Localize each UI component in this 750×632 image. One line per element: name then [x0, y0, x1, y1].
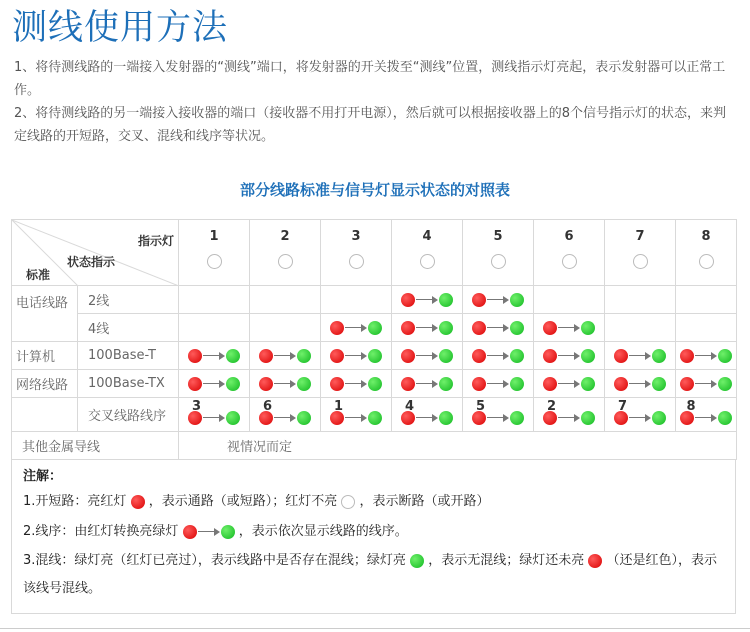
arrow-icon	[558, 413, 580, 423]
arrow-icon	[695, 379, 717, 389]
red-led-icon	[614, 349, 628, 363]
green-led-icon	[439, 321, 453, 335]
green-led-icon	[718, 377, 732, 391]
arrow-icon	[274, 413, 296, 423]
arrow-icon	[416, 351, 438, 361]
legend-notes	[11, 460, 736, 614]
table-header-row	[12, 220, 737, 286]
red-to-green-icon	[188, 348, 240, 363]
status-cell	[676, 342, 737, 370]
cross-order-number: 8	[686, 399, 696, 414]
red-to-green-icon	[680, 348, 732, 363]
led-off-icon	[341, 495, 355, 509]
red-to-green-icon	[472, 376, 524, 391]
arrow-icon	[416, 413, 438, 423]
green-led-icon	[410, 554, 424, 568]
column-header-7: 7	[605, 220, 676, 286]
status-cell	[321, 370, 392, 398]
red-to-green-icon	[259, 348, 311, 363]
column-header-8: 8	[676, 220, 737, 286]
red-led-icon	[680, 377, 694, 391]
red-to-green-icon	[614, 348, 666, 363]
red-to-green-icon	[680, 376, 732, 391]
status-cell	[250, 286, 321, 314]
status-cell	[321, 286, 392, 314]
table-row	[12, 370, 737, 398]
arrow-icon	[345, 413, 367, 423]
arrow-icon	[558, 351, 580, 361]
red-led-icon	[259, 377, 273, 391]
status-cell	[676, 286, 737, 314]
green-led-icon	[718, 349, 732, 363]
red-to-green-icon	[543, 376, 595, 391]
indicator-header-label: 指示灯	[137, 234, 174, 248]
red-led-icon	[543, 321, 557, 335]
arrow-icon	[558, 323, 580, 333]
green-led-icon	[297, 411, 311, 425]
green-led-icon	[581, 321, 595, 335]
red-led-icon	[330, 321, 344, 335]
arrow-icon	[487, 351, 509, 361]
cross-order-number: 7	[617, 399, 628, 414]
cross-order-number: 1	[333, 399, 344, 414]
red-led-icon	[614, 377, 628, 391]
red-led-icon	[188, 377, 202, 391]
green-led-icon	[652, 411, 666, 425]
green-led-icon	[652, 349, 666, 363]
arrow-icon	[203, 413, 225, 423]
arrow-icon	[345, 323, 367, 333]
red-led-icon	[330, 377, 344, 391]
table-row	[12, 314, 737, 342]
status-cell	[179, 314, 250, 342]
red-to-green-icon	[472, 292, 524, 307]
arrow-icon	[203, 379, 225, 389]
green-led-icon	[297, 349, 311, 363]
red-led-icon	[401, 321, 415, 335]
status-cell	[534, 286, 605, 314]
red-to-green-icon	[614, 376, 666, 391]
green-led-icon	[226, 411, 240, 425]
cross-cell	[179, 398, 250, 432]
status-cell	[676, 370, 737, 398]
green-led-icon	[581, 377, 595, 391]
red-led-icon	[259, 349, 273, 363]
green-led-icon	[510, 349, 524, 363]
group-label-phone: 电话线路	[12, 286, 78, 342]
red-to-green-icon	[330, 320, 382, 335]
green-led-icon	[368, 349, 382, 363]
arrow-icon	[345, 379, 367, 389]
green-led-icon	[439, 293, 453, 307]
red-led-icon	[131, 495, 145, 509]
green-led-icon	[439, 349, 453, 363]
signal-status-table	[11, 219, 737, 460]
column-header-3: 3	[321, 220, 392, 286]
status-cell	[250, 314, 321, 342]
status-cell	[179, 286, 250, 314]
instruction-step-1: 1、将待测线路的一端接入发射器的“测线”端口，将发射器的开关拨至“测线”位置，测线指示灯亮起，表示发射器可以正常工作。	[14, 60, 726, 98]
green-led-icon	[510, 377, 524, 391]
green-led-icon	[368, 321, 382, 335]
status-cell	[534, 370, 605, 398]
status-cell	[463, 370, 534, 398]
arrow-icon	[629, 379, 651, 389]
note-text: 2.线序：由红灯转换亮绿灯	[23, 524, 179, 539]
arrow-icon	[629, 351, 651, 361]
status-cell	[605, 314, 676, 342]
green-led-icon	[581, 349, 595, 363]
red-to-green-icon	[543, 320, 595, 335]
arrow-icon	[416, 323, 438, 333]
red-led-icon	[472, 293, 486, 307]
table-row	[12, 398, 737, 432]
red-to-green-icon	[472, 348, 524, 363]
standard-header-label: 标准	[26, 268, 51, 282]
green-led-icon	[652, 377, 666, 391]
note-text: （还是红色），表示该线号混线。	[23, 553, 717, 596]
led-off-icon	[420, 254, 435, 269]
cross-order-number: 6	[262, 399, 273, 414]
green-led-icon	[581, 411, 595, 425]
red-to-green-icon	[259, 376, 311, 391]
status-cell	[605, 286, 676, 314]
status-cell	[392, 342, 463, 370]
status-cell	[392, 370, 463, 398]
arrow-icon	[558, 379, 580, 389]
row-label: 100Base-TX	[78, 370, 179, 398]
arrow-icon	[487, 413, 509, 423]
note-text: ，表示依次显示线路的线序。	[238, 524, 408, 539]
notes-heading: 注解：	[23, 469, 63, 484]
arrow-icon	[695, 351, 717, 361]
group-label-computer: 计算机	[12, 342, 78, 370]
status-cell	[534, 342, 605, 370]
status-cell	[321, 314, 392, 342]
column-header-2: 2	[250, 220, 321, 286]
status-cell	[250, 370, 321, 398]
red-to-green-icon	[188, 376, 240, 391]
column-header-1: 1	[179, 220, 250, 286]
arrow-icon	[274, 351, 296, 361]
red-led-icon	[472, 321, 486, 335]
state-header-label: 状态指示	[67, 255, 116, 269]
table-row	[12, 342, 737, 370]
red-led-icon	[472, 377, 486, 391]
arrow-icon	[345, 351, 367, 361]
status-cell	[463, 314, 534, 342]
green-led-icon	[510, 321, 524, 335]
column-header-6: 6	[534, 220, 605, 286]
arrow-icon	[695, 413, 717, 423]
arrow-icon	[274, 379, 296, 389]
red-to-green-icon	[401, 348, 453, 363]
red-led-icon	[330, 349, 344, 363]
note-text: ，表示通路（或短路）；红灯不亮	[148, 494, 338, 509]
status-cell	[463, 286, 534, 314]
green-led-icon	[510, 411, 524, 425]
note-text: ，表示断路（或开路）	[359, 494, 490, 509]
green-led-icon	[439, 411, 453, 425]
green-led-icon	[226, 349, 240, 363]
led-off-icon	[491, 254, 506, 269]
row-label: 100Base-T	[78, 342, 179, 370]
status-cell	[250, 342, 321, 370]
red-led-icon	[401, 377, 415, 391]
cross-order-number: 3	[191, 399, 202, 414]
red-to-green-icon	[183, 517, 235, 547]
arrow-icon	[487, 295, 509, 305]
led-off-icon	[699, 254, 714, 269]
arrow-icon	[487, 379, 509, 389]
green-led-icon	[439, 377, 453, 391]
red-led-icon	[588, 554, 602, 568]
cross-cell	[392, 398, 463, 432]
note-text: 1.开短路：亮红灯	[23, 494, 127, 509]
status-cell	[392, 286, 463, 314]
cross-cell	[321, 398, 392, 432]
status-cell	[179, 370, 250, 398]
red-to-green-icon	[401, 292, 453, 307]
status-cell	[534, 314, 605, 342]
group-label-network: 网络线路	[12, 370, 78, 398]
cross-order-number: 2	[546, 399, 557, 414]
arrow-icon	[416, 379, 438, 389]
row-label: 交叉线路线序	[78, 398, 179, 432]
cross-order-number: 4	[404, 399, 415, 414]
red-to-green-icon	[330, 348, 382, 363]
column-header-5: 5	[463, 220, 534, 286]
red-led-icon	[472, 349, 486, 363]
note-text: 3.混线：绿灯亮（红灯已亮过），表示线路中是否存在混线；绿灯亮	[23, 553, 406, 568]
red-led-icon	[188, 349, 202, 363]
note-text: ，表示无混线；绿灯还未亮	[428, 553, 585, 568]
status-cell	[392, 314, 463, 342]
led-off-icon	[633, 254, 648, 269]
green-led-icon	[718, 411, 732, 425]
red-led-icon	[680, 349, 694, 363]
note-line-2	[23, 517, 735, 547]
table-row	[12, 432, 737, 460]
status-cell	[605, 370, 676, 398]
cross-cell	[534, 398, 605, 432]
red-to-green-icon	[401, 376, 453, 391]
led-off-icon	[278, 254, 293, 269]
arrow-icon	[629, 413, 651, 423]
green-led-icon	[226, 377, 240, 391]
green-led-icon	[297, 377, 311, 391]
cross-cell	[250, 398, 321, 432]
status-cell	[463, 342, 534, 370]
instruction-step-2: 2、将待测线路的另一端接入接收器的端口（接收器不用打开电源），然后就可以根据接收器上的8个信号指示灯的状态，来判定线路的开短路，交叉、混线和线序等状况。	[14, 106, 727, 144]
cross-cell	[463, 398, 534, 432]
cross-order-number: 5	[475, 399, 486, 414]
status-cell	[321, 342, 392, 370]
green-led-icon	[510, 293, 524, 307]
other-note: 视情况而定	[179, 432, 737, 460]
red-to-green-icon	[401, 320, 453, 335]
status-cell	[179, 342, 250, 370]
arrow-icon	[416, 295, 438, 305]
cross-cell	[605, 398, 676, 432]
arrow-icon	[487, 323, 509, 333]
red-to-green-icon	[472, 320, 524, 335]
status-cell	[676, 314, 737, 342]
red-led-icon	[543, 377, 557, 391]
red-led-icon	[543, 349, 557, 363]
corner-header-cell	[12, 220, 179, 286]
column-header-4: 4	[392, 220, 463, 286]
table-row	[12, 286, 737, 314]
green-led-icon	[368, 411, 382, 425]
green-led-icon	[368, 377, 382, 391]
led-off-icon	[562, 254, 577, 269]
page-title: 测线使用方法	[12, 8, 229, 48]
red-to-green-icon	[543, 348, 595, 363]
group-label-other: 其他金属导线	[12, 432, 179, 460]
bottom-divider	[0, 628, 750, 629]
led-off-icon	[349, 254, 364, 269]
red-led-icon	[401, 293, 415, 307]
table-title: 部分线路标准与信号灯显示状态的对照表	[239, 181, 510, 199]
cross-cell	[676, 398, 737, 432]
red-to-green-icon	[330, 376, 382, 391]
row-label: 2线	[78, 286, 179, 314]
status-cell	[605, 342, 676, 370]
note-line-3	[23, 547, 723, 603]
note-line-1	[23, 487, 735, 517]
red-led-icon	[401, 349, 415, 363]
row-label: 4线	[78, 314, 179, 342]
group-label-empty	[12, 398, 78, 432]
led-off-icon	[207, 254, 222, 269]
arrow-icon	[203, 351, 225, 361]
